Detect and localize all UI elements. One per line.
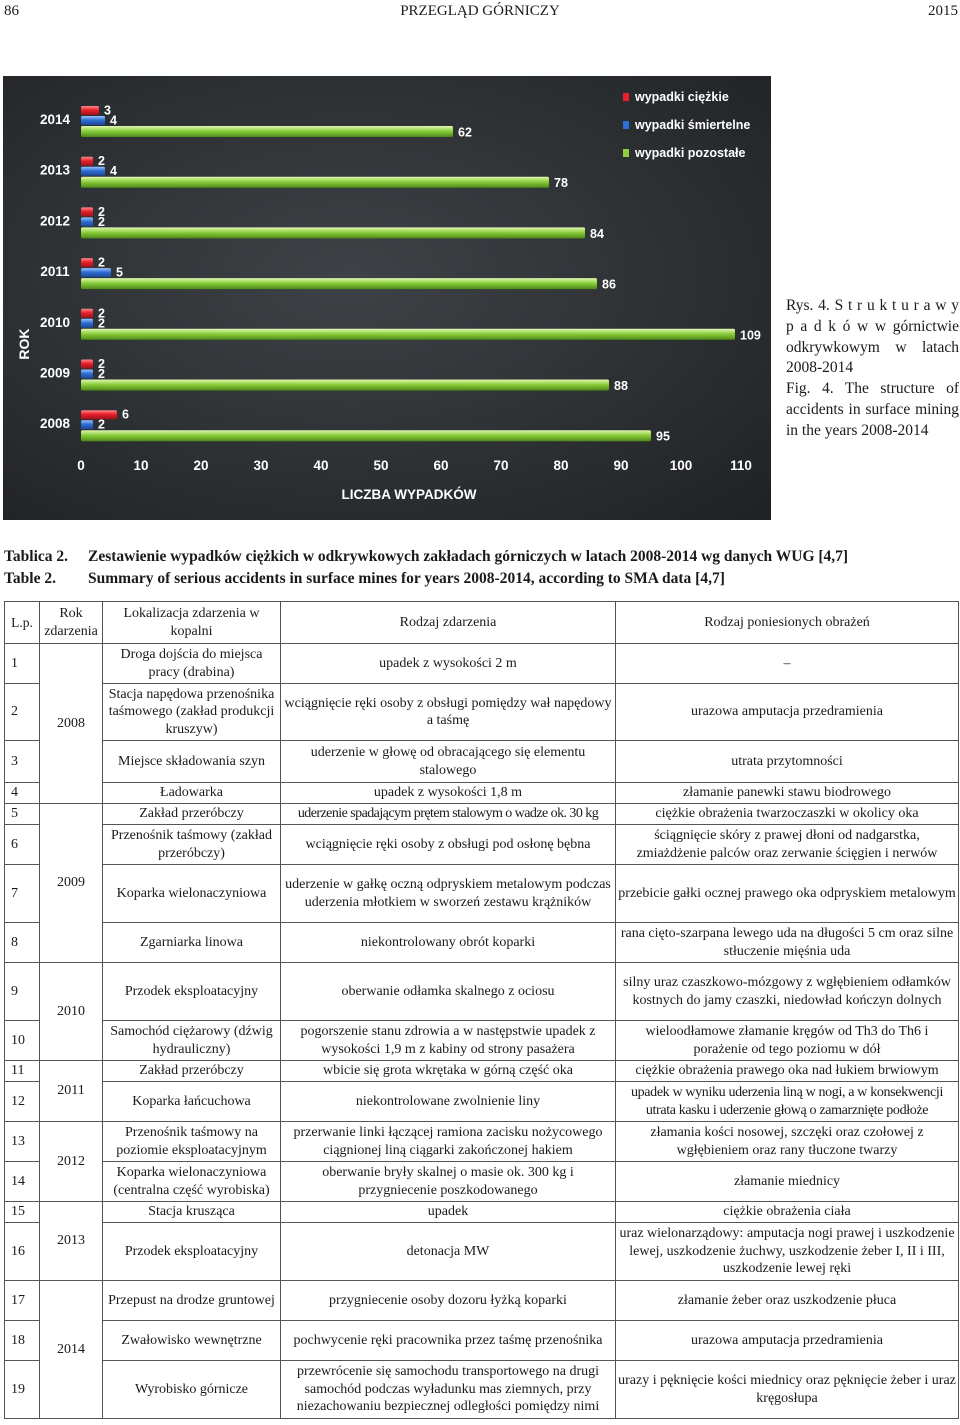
data-label: 86 bbox=[602, 277, 616, 292]
data-label: 5 bbox=[116, 265, 123, 280]
data-label: 4 bbox=[110, 164, 117, 179]
event-cell: upadek bbox=[281, 1202, 616, 1223]
table-row bbox=[5, 1361, 959, 1419]
table-row bbox=[5, 804, 959, 825]
event-cell: oberwanie odłamka skalnego z ociosu bbox=[281, 963, 616, 1021]
table-row bbox=[5, 1281, 959, 1321]
bar-wypadki-pozostałe-2010 bbox=[81, 329, 735, 340]
event-cell: wbicie się grota wkrętaka w górną część oka bbox=[281, 1061, 616, 1082]
table-row bbox=[5, 684, 959, 741]
event-cell: uderzenie w głowę od obracającego się elementu stalowego bbox=[281, 741, 616, 783]
event-cell: wciągnięcie ręki osoby z obsługi pod osłonę bębna bbox=[281, 825, 616, 865]
injury-cell: złamanie miednicy bbox=[616, 1162, 959, 1202]
data-label: 88 bbox=[614, 379, 628, 393]
x-tick-label: 0 bbox=[77, 458, 85, 473]
publication-year: 2015 bbox=[928, 3, 958, 19]
table-label-en: Table 2. bbox=[4, 570, 56, 587]
accidents-table bbox=[4, 601, 959, 1419]
y-tick-label: 2009 bbox=[39, 365, 71, 381]
event-cell: uderzenie w gałkę oczną odpryskiem metalowym podczas uderzenia młotkiem w sworzeń zestawu krążników bbox=[281, 865, 616, 923]
table-row bbox=[5, 1061, 959, 1082]
injury-cell: ściągnięcie skóry z prawej dłoni od nadgarstka, zmiażdżenie palców oraz zerwanie ścięgien i nerwów bbox=[616, 825, 959, 865]
location-cell: Przodek eksploatacyjny bbox=[103, 963, 281, 1021]
table-label-pl: Tablica 2. bbox=[4, 548, 69, 565]
table-row bbox=[5, 783, 959, 804]
data-label: 2 bbox=[98, 357, 105, 371]
row-number: 11 bbox=[5, 1061, 40, 1082]
header-injuries: Rodzaj poniesionych obrażeń bbox=[616, 602, 959, 644]
row-number: 17 bbox=[5, 1281, 40, 1321]
table-row bbox=[5, 963, 959, 1021]
bar-wypadki-ciężkie-2009 bbox=[81, 360, 93, 369]
table-row bbox=[5, 741, 959, 783]
legend-swatch bbox=[623, 121, 629, 129]
table-row bbox=[5, 1082, 959, 1122]
bar-wypadki-pozostałe-2014 bbox=[81, 126, 453, 137]
location-cell: Ładowarka bbox=[103, 783, 281, 804]
x-tick-label: 60 bbox=[433, 458, 449, 473]
bar-wypadki-ciężkie-2012 bbox=[81, 207, 93, 216]
year-cell: 2012 bbox=[40, 1122, 103, 1202]
location-cell: Koparka łańcuchowa bbox=[103, 1082, 281, 1122]
event-cell: upadek z wysokości 1,8 m bbox=[281, 783, 616, 804]
table-row bbox=[5, 644, 959, 684]
location-cell: Droga dojścia do miejsca pracy (drabina) bbox=[103, 644, 281, 684]
data-label: 3 bbox=[104, 103, 111, 118]
y-tick-label: 2008 bbox=[39, 416, 71, 432]
injury-cell: upadek w wyniku uderzenia liną w nogi, a w konsekwencji utrata kasku i uderzenie głową o zamarznięte podłoże bbox=[616, 1082, 959, 1122]
injury-cell: złamanie żeber oraz uszkodzenie płuca bbox=[616, 1281, 959, 1321]
data-label: 62 bbox=[458, 125, 472, 140]
location-cell: Wyrobisko górnicze bbox=[103, 1361, 281, 1419]
event-cell: przewrócenie się samochodu transportowego na drugi samochód podczas wyładunku mas ziemnych, przy niezachowaniu bezpiecznej odległości pomiędzy nimi bbox=[281, 1361, 616, 1419]
row-number: 8 bbox=[5, 923, 40, 963]
legend-label: wypadki pozostałe bbox=[635, 146, 746, 160]
row-number: 1 bbox=[5, 644, 40, 684]
data-label: 6 bbox=[122, 407, 129, 422]
year-cell: 2010 bbox=[40, 963, 103, 1061]
data-label: 2 bbox=[98, 367, 105, 381]
event-cell: pogorszenie stanu zdrowia a w następstwie upadek z wysokości 1,9 m z kabiny od strony pasażera bbox=[281, 1021, 616, 1061]
event-cell: uderzenie spadającym prętem stalowym o wadze ok. 30 kg bbox=[281, 804, 616, 825]
injury-cell: urazowa amputacja przedramienia bbox=[616, 684, 959, 741]
bar-wypadki-śmiertelne-2014 bbox=[81, 116, 105, 125]
year-cell: 2013 bbox=[40, 1202, 103, 1281]
table-row bbox=[5, 1223, 959, 1281]
bar-wypadki-pozostałe-2013 bbox=[81, 177, 549, 188]
x-tick-label: 30 bbox=[253, 458, 269, 473]
year-cell: 2014 bbox=[40, 1281, 103, 1419]
location-cell: Zakład przeróbczy bbox=[103, 804, 281, 825]
data-label: 2 bbox=[98, 417, 105, 432]
bar-wypadki-śmiertelne-2008 bbox=[81, 420, 93, 429]
table-row bbox=[5, 923, 959, 963]
location-cell: Stacja krusząca bbox=[103, 1202, 281, 1223]
table-row bbox=[5, 1021, 959, 1061]
data-label: 2 bbox=[98, 204, 105, 219]
injury-cell: urazy i pęknięcie kości miednicy oraz pęknięcie żeber i uraz kręgosłupa bbox=[616, 1361, 959, 1419]
bar-wypadki-śmiertelne-2012 bbox=[81, 217, 93, 226]
figure-caption bbox=[786, 296, 959, 442]
legend-swatch bbox=[623, 93, 629, 101]
table-title-pl: Zestawienie wypadków ciężkich w odkrywkowych zakładach górniczych w latach 2008-2014 wg danych WUG [4,7] bbox=[88, 548, 849, 565]
bar-wypadki-ciężkie-2011 bbox=[81, 258, 93, 267]
y-tick-label: 2011 bbox=[40, 264, 70, 280]
table-row bbox=[5, 1321, 959, 1361]
event-cell: przerwanie linki łączącej ramiona zacisku nożycowego ciągnionej liną ciągarki zakończonej hakiem bbox=[281, 1122, 616, 1162]
bar-wypadki-pozostałe-2009 bbox=[81, 380, 609, 391]
x-tick-label: 20 bbox=[193, 458, 209, 473]
figure-label-pl: Rys. 4. bbox=[786, 297, 830, 314]
row-number: 19 bbox=[5, 1361, 40, 1419]
injury-cell: przebicie gałki ocznej prawego oka odpryskiem metalowym bbox=[616, 865, 959, 923]
table-row bbox=[5, 1162, 959, 1202]
location-cell: Przodek eksploatacyjny bbox=[103, 1223, 281, 1281]
row-number: 13 bbox=[5, 1122, 40, 1162]
figure-title-en: The structure of accidents in surface mining in the years 2008-2014 bbox=[786, 380, 959, 439]
location-cell: Koparka wielonaczyniowa bbox=[103, 865, 281, 923]
x-tick-label: 100 bbox=[669, 458, 693, 473]
row-number: 10 bbox=[5, 1021, 40, 1061]
injury-cell: wieloodłamowe złamanie kręgów od Th3 do Th6 i porażenie od tego poziomu w dół bbox=[616, 1021, 959, 1061]
table-title-en: Summary of serious accidents in surface mines for years 2008-2014, according to SMA data [4,7] bbox=[88, 570, 725, 587]
x-tick-label: 90 bbox=[613, 458, 629, 473]
x-tick-label: 50 bbox=[373, 458, 389, 473]
bar-wypadki-pozostałe-2012 bbox=[81, 227, 585, 238]
row-number: 14 bbox=[5, 1162, 40, 1202]
bar-wypadki-pozostałe-2008 bbox=[81, 430, 651, 441]
bar-wypadki-śmiertelne-2009 bbox=[81, 370, 93, 379]
location-cell: Koparka wielonaczyniowa (centralna część wyrobiska) bbox=[103, 1162, 281, 1202]
row-number: 7 bbox=[5, 865, 40, 923]
data-label: 2 bbox=[98, 316, 105, 331]
x-axis-title: LICZBA WYPADKÓW bbox=[341, 487, 477, 502]
data-label: 2 bbox=[98, 255, 105, 270]
legend-label: wypadki śmiertelne bbox=[635, 118, 751, 132]
table-caption-pl bbox=[4, 546, 959, 568]
table-row bbox=[5, 825, 959, 865]
location-cell: Zakład przeróbczy bbox=[103, 1061, 281, 1082]
table-caption bbox=[4, 546, 959, 590]
row-number: 2 bbox=[5, 684, 40, 741]
y-tick-label: 2013 bbox=[39, 162, 71, 178]
x-tick-label: 10 bbox=[133, 458, 149, 473]
data-label: 84 bbox=[590, 226, 604, 241]
injury-cell: ciężkie obrażenia prawego oka nad łukiem brwiowym bbox=[616, 1061, 959, 1082]
injury-cell: ciężkie obrażenia twarzoczaszki w okolicy oka bbox=[616, 804, 959, 825]
location-cell: Stacja napędowa przenośnika taśmowego (zakład produkcji kruszyw) bbox=[103, 684, 281, 741]
row-number: 5 bbox=[5, 804, 40, 825]
bar-wypadki-ciężkie-2014 bbox=[81, 106, 99, 115]
location-cell: Zgarniarka linowa bbox=[103, 923, 281, 963]
location-cell: Przepust na drodze gruntowej bbox=[103, 1281, 281, 1321]
data-label: 2 bbox=[98, 154, 105, 169]
row-number: 3 bbox=[5, 741, 40, 783]
injury-cell: ciężkie obrażenia ciała bbox=[616, 1202, 959, 1223]
table-row bbox=[5, 865, 959, 923]
y-tick-label: 2014 bbox=[39, 112, 71, 127]
data-label: 109 bbox=[740, 328, 761, 343]
row-number: 12 bbox=[5, 1082, 40, 1122]
year-cell: 2008 bbox=[40, 644, 103, 804]
injury-cell: silny uraz czaszkowo-mózgowy z wgłębieniem odłamków kostnych do jamy czaszki, niedowład kończyn dolnych bbox=[616, 963, 959, 1021]
event-cell: oberwanie bryły skalnej o masie ok. 300 kg i przygniecenie poszkodowanego bbox=[281, 1162, 616, 1202]
x-tick-label: 40 bbox=[313, 458, 329, 473]
accident-structure-chart bbox=[3, 76, 771, 520]
event-cell: wciągnięcie ręki osoby z obsługi pomiędzy wał napędowy a taśmę bbox=[281, 684, 616, 741]
data-label: 2 bbox=[98, 214, 105, 229]
injury-cell: – bbox=[616, 644, 959, 684]
event-cell: przygniecenie osoby dozoru łyżką koparki bbox=[281, 1281, 616, 1321]
row-number: 6 bbox=[5, 825, 40, 865]
injury-cell: utrata przytomności bbox=[616, 741, 959, 783]
y-tick-label: 2010 bbox=[39, 314, 71, 330]
header-lp: L.p. bbox=[5, 602, 40, 644]
bar-wypadki-pozostałe-2011 bbox=[81, 278, 597, 289]
header-year: Rok zdarzenia bbox=[40, 602, 103, 644]
journal-title: PRZEGLĄD GÓRNICZY bbox=[400, 3, 560, 19]
data-label: 2 bbox=[98, 306, 105, 321]
figure-title-pl: S t r u k t u r a w y p a d k ó w w górnictwie odkrywkowym w latach 2008-2014 bbox=[786, 297, 959, 377]
injury-cell: uraz wielonarządowy: amputacja nogi prawej i uszkodzenie lewej, uszkodzenie żuchwy, uszkodzenie żeber I, II i III, uszkodzenie lewej ręki bbox=[616, 1223, 959, 1281]
x-tick-label: 80 bbox=[553, 458, 569, 473]
bar-wypadki-śmiertelne-2011 bbox=[81, 268, 111, 277]
table-row bbox=[5, 1202, 959, 1223]
running-head bbox=[0, 0, 960, 24]
location-cell: Przenośnik taśmowy na poziomie eksploatacyjnym bbox=[103, 1122, 281, 1162]
figure-caption-pl bbox=[786, 296, 959, 379]
year-cell: 2009 bbox=[40, 804, 103, 963]
data-label: 78 bbox=[554, 176, 568, 191]
injury-cell: urazowa amputacja przedramienia bbox=[616, 1321, 959, 1361]
event-cell: pochwycenie ręki pracownika przez taśmę przenośnika bbox=[281, 1321, 616, 1361]
x-tick-label: 110 bbox=[730, 458, 752, 473]
table-row bbox=[5, 1122, 959, 1162]
figure-caption-en bbox=[786, 379, 959, 441]
chart-canvas bbox=[3, 76, 771, 520]
location-cell: Zwałowisko wewnętrzne bbox=[103, 1321, 281, 1361]
data-label: 4 bbox=[110, 113, 117, 128]
bar-wypadki-ciężkie-2010 bbox=[81, 309, 93, 318]
bar-wypadki-ciężkie-2013 bbox=[81, 157, 93, 166]
data-label: 95 bbox=[656, 429, 670, 444]
event-cell: niekontrolowane zwolnienie liny bbox=[281, 1082, 616, 1122]
row-number: 15 bbox=[5, 1202, 40, 1223]
legend-swatch bbox=[623, 149, 629, 157]
injury-cell: złamanie panewki stawu biodrowego bbox=[616, 783, 959, 804]
header-location: Lokalizacja zdarzenia w kopalni bbox=[103, 602, 281, 644]
event-cell: detonacja MW bbox=[281, 1223, 616, 1281]
row-number: 18 bbox=[5, 1321, 40, 1361]
location-cell: Przenośnik taśmowy (zakład przeróbczy) bbox=[103, 825, 281, 865]
x-tick-label: 70 bbox=[493, 458, 509, 473]
y-tick-label: 2012 bbox=[39, 213, 71, 229]
row-number: 4 bbox=[5, 783, 40, 804]
injury-cell: złamania kości nosowej, szczęki oraz czołowej z wgłębieniem oraz rany tłuczone twarzy bbox=[616, 1122, 959, 1162]
y-axis-title: ROK bbox=[16, 328, 32, 360]
table-header-row bbox=[5, 602, 959, 644]
header-event: Rodzaj zdarzenia bbox=[281, 602, 616, 644]
figure-label-en: Fig. 4. bbox=[786, 380, 834, 398]
location-cell: Miejsce składowania szyn bbox=[103, 741, 281, 783]
injury-cell: rana cięto-szarpana lewego uda na długości 5 cm oraz silne stłuczenie mięśnia uda bbox=[616, 923, 959, 963]
location-cell: Samochód ciężarowy (dźwig hydrauliczny) bbox=[103, 1021, 281, 1061]
year-cell: 2011 bbox=[40, 1061, 103, 1122]
event-cell: upadek z wysokości 2 m bbox=[281, 644, 616, 684]
row-number: 9 bbox=[5, 963, 40, 1021]
row-number: 16 bbox=[5, 1223, 40, 1281]
page-number: 86 bbox=[4, 3, 19, 19]
legend-label: wypadki ciężkie bbox=[635, 90, 729, 104]
table-caption-en bbox=[4, 568, 959, 590]
bar-wypadki-śmiertelne-2010 bbox=[81, 319, 93, 328]
event-cell: niekontrolowany obrót koparki bbox=[281, 923, 616, 963]
